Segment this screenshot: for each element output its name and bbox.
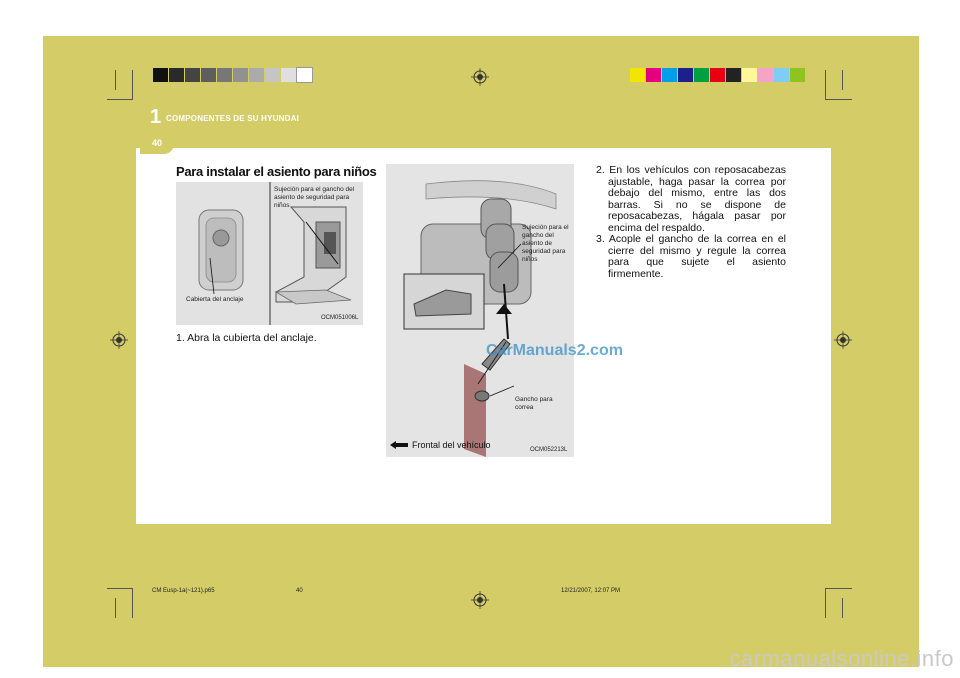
color-swatch: [201, 68, 216, 82]
crop-mark: [842, 70, 843, 90]
color-swatch: [774, 68, 789, 82]
color-swatch: [217, 68, 232, 82]
step-1-text: 1. Abra la cubierta del anclaje.: [176, 332, 317, 344]
color-swatch: [710, 68, 725, 82]
crop-mark: [842, 598, 843, 618]
color-swatch: [153, 68, 168, 82]
chapter-number: 1: [150, 106, 162, 128]
crop-mark: [825, 70, 826, 100]
color-swatch: [694, 68, 709, 82]
color-swatch: [742, 68, 757, 82]
registration-mark-icon: [471, 591, 489, 609]
registration-mark-icon: [471, 68, 489, 86]
footer-date: 12/21/2007, 12:07 PM: [561, 588, 621, 594]
color-swatch: [281, 68, 296, 82]
footer-filename: CM Eusp-1a(~121).p65: [152, 588, 215, 594]
front-of-vehicle-label: Frontal del vehículo: [412, 440, 491, 450]
page-number: 40: [152, 138, 163, 148]
chapter-title: COMPONENTES DE SU HYUNDAI: [166, 114, 300, 123]
color-swatch: [790, 68, 805, 82]
color-swatch: [233, 68, 248, 82]
front-of-vehicle-indicator: [390, 440, 491, 450]
vehicle-seat-figure: [386, 164, 574, 457]
footer-page: 40: [296, 588, 303, 594]
color-swatch: [185, 68, 200, 82]
site-watermark[interactable]: carmanualsonline.info: [729, 646, 954, 671]
figure-code: OCM052213L: [530, 447, 568, 453]
color-swatch: [646, 68, 661, 82]
hook-holder-label: Sujeción para el gancho del asiento de seguridad para niños: [274, 186, 355, 209]
watermark-carmanuals2: CarManuals2.com: [486, 342, 623, 359]
hook-holder-label: Sujeción para el gancho del asiento de seguridad para niños: [522, 224, 569, 263]
section-title: Para instalar el asiento para niños: [176, 164, 377, 179]
color-swatch: [630, 68, 645, 82]
crop-mark: [132, 70, 133, 100]
step-2-text: 2. En los vehículos con reposacabezas ajustable, haga pasar la correa por debajo del mismo, entre las dos barras. Si no se dispone de reposacabezas, hágala pasar por encima del respaldo.: [596, 164, 786, 234]
registration-mark-icon: [834, 331, 852, 349]
arrow-left-icon: [390, 441, 408, 449]
anchor-cover-label: Cabierta del anclaje: [186, 296, 244, 303]
crop-mark: [826, 588, 852, 589]
registration-mark-icon: [110, 331, 128, 349]
color-swatch: [169, 68, 184, 82]
step-3-text: 3. Acople el gancho de la correa en el cierre del mismo y regule la correa para que sujete el asiento firmemente.: [596, 233, 786, 280]
rear-seat-illustration: [386, 164, 574, 457]
crop-mark: [107, 588, 133, 589]
anchor-cover-figure: [176, 182, 363, 325]
crop-mark: [132, 588, 133, 618]
crop-mark: [107, 99, 133, 100]
crop-mark: [115, 598, 116, 618]
color-swatch: [265, 68, 280, 82]
color-swatch: [726, 68, 741, 82]
crop-mark: [115, 70, 116, 90]
color-swatch: [662, 68, 677, 82]
color-swatch: [758, 68, 773, 82]
steps-list: [596, 165, 786, 280]
crop-mark: [825, 588, 826, 618]
color-swatch: [678, 68, 693, 82]
strap-hook-label: Gancho para correa: [515, 396, 553, 411]
crop-mark: [826, 99, 852, 100]
color-swatch: [297, 68, 312, 82]
color-swatch: [249, 68, 264, 82]
figure-code: OCM051006L: [321, 315, 359, 321]
